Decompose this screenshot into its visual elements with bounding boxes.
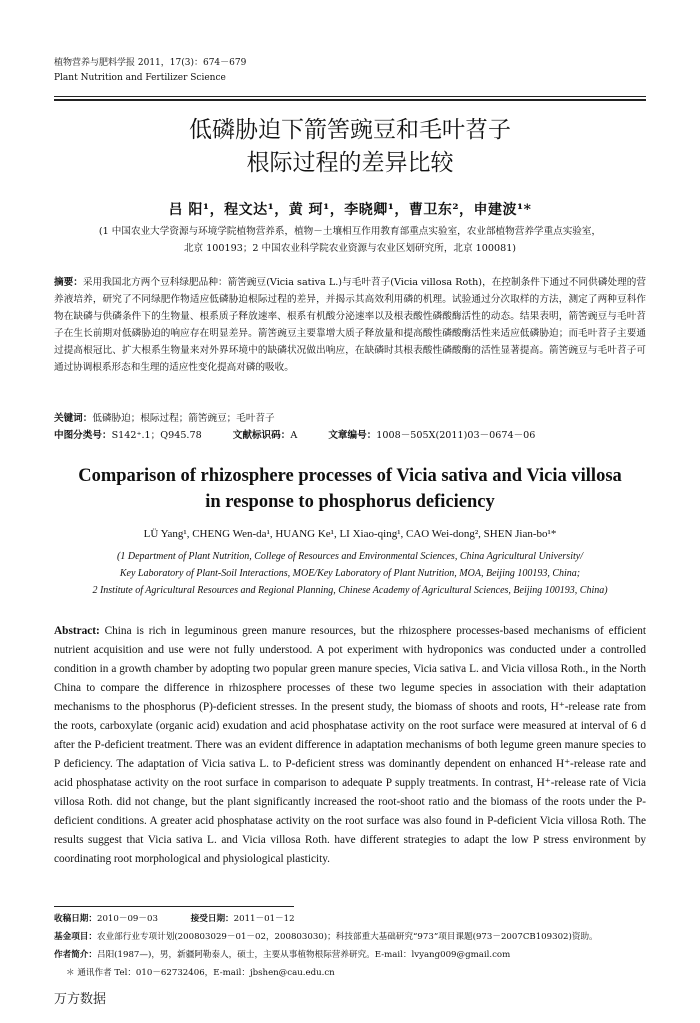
cn-abstract: [54, 274, 646, 376]
cn-keywords-label: 关键词：: [54, 413, 93, 424]
document-code: 文献标识码：A: [232, 430, 298, 441]
cn-authors: 吕 阳¹，程文达¹，黄 珂¹，李晓卿¹，曹卫东²，申建波¹*: [168, 202, 532, 218]
clc-number: 中图分类号：S142⁺.1；Q945.78: [54, 430, 202, 441]
footnote-author: 作者简介：吕阳(1987—)，男，新疆阿勒泰人，硕士，主要从事植物根际营养研究。E-mail：lvyang009@gmail.com: [54, 950, 511, 960]
cn-affiliation-line2: 北京 100193；2 中国农业科学院农业资源与农业区划研究所，北京 100081): [183, 243, 517, 254]
header-rule-thick: [54, 99, 646, 101]
cn-abstract-text: 采用我国北方两个豆科绿肥品种：箭筈豌豆(Vicia sativa L.)与毛叶苕子(Vicia villosa Roth)，在控制条件下通过不同供磷处理的营养液培养，研究了不同绿肥作物适应低磷胁迫根际过程的差异，并揭示其高效利用磷的机理。试验通过分次取样的方法，测定了两种豆科作物在缺磷与供磷条件下的生物量、根系质子释放速率、根系有机酸分泌速率以及根表酸性磷酸酶活性的动态。结果表明，箭筈豌豆与毛叶苕子在生长前期对低磷胁迫的响应存在明显差异。箭筈豌豆主要靠增大质子释放量和提高酸性磷酸酶活性来适应低磷胁迫；而毛叶苕子主要通过提高根冠比、扩大根系生物量来对外界环境中的缺磷状况做出响应，在缺磷时其根表酸性磷酸酶的活性显著提高。箭筈豌豆与毛叶苕子可通过协调根系形态和生理的适应性变化提高对磷的吸收。: [54, 277, 646, 373]
received-date: 收稿日期：2010－09－03: [54, 914, 158, 924]
footnote-fund: 基金项目：农业部行业专项计划(200803029－01－02，200803030)；科技部重大基础研究“973”项目课题(973－2007CB109302)资助。: [54, 932, 598, 942]
journal-name-en: Plant Nutrition and Fertilizer Science: [54, 73, 226, 83]
cn-abstract-label: 摘要：: [54, 277, 83, 288]
en-abstract: [54, 622, 646, 869]
en-title-line2: in response to phosphorus deficiency: [205, 492, 495, 512]
footnote-rule: [54, 906, 294, 907]
en-title-line1: Comparison of rhizosphere processes of Vicia sativa and Vicia villosa: [78, 466, 622, 486]
en-authors: LÜ Yang¹, CHENG Wen-da¹, HUANG Ke¹, LI Xiao-qing¹, CAO Wei-dong², SHEN Jian-bo¹*: [143, 528, 557, 540]
journal-citation-cn: 植物营养与肥料学报 2011，17(3)：674－679: [54, 58, 247, 68]
cn-title-line2: 根际过程的差异比较: [246, 150, 454, 176]
en-affiliation-line3: 2 Institute of Agricultural Resources and Regional Planning, Chinese Academy of Agricultural Sciences, Beijing 100193, China): [92, 585, 608, 596]
cn-keywords-text: 低磷胁迫；根际过程；箭筈豌豆；毛叶苕子: [92, 413, 275, 424]
footnote-dates: [54, 912, 654, 926]
cn-keywords: [54, 410, 646, 427]
header-rule-thin: [54, 96, 646, 97]
cn-affiliation-line1: (1 中国农业大学资源与环境学院植物营养系，植物－土壤相互作用教育部重点实验室，农业部植物营养学重点实验室，: [98, 226, 602, 237]
accepted-date: 接受日期：2011－01－12: [190, 914, 295, 924]
footnote-corresponding: ＊ 通讯作者 Tel：010－62732406，E-mail：jbshen@cau.edu.cn: [66, 968, 335, 978]
en-abstract-text: China is rich in leguminous green manure resources, but the rhizosphere processes-based mechanisms of efficient nutrient acquisition and use were not fully understood. A pot experiment with hydroponics was conducted under a controlled condition in a growth chamber by adopting two popular green manure species, Vicia sativa L. and Vicia villosa Roth., in the North China to compare the difference in rhizosphere processes of these two legume species in association with their adaptation mechanisms to the phosphorus (P)-deficient stresses. In the present study, the biomass of shoots and roots, H⁺-release rate from the roots, carboxylate (organic acid) exudation and acid phosphatase activity on the root surface were measured at interval of 6 d after the P-deficient treatment. There was an evident difference in adaptation mechanisms of both legume green manure species to P deficiency. The adaptation of Vicia sativa L. to P-deficient stress was dominantly dependent on enhanced H⁺-release rate and acid phosphatase activity on the root surface in comparison to adequate P supply treatments. In contrast, H⁺-release rate of Vicia villosa Roth. did not change, but the plant significantly increased the root-shoot ratio and the biomass of the roots under the P-deficient conditions. A greater acid phosphatase activity on the root surface was also found in P-deficient Vicia villosa Roth. The results suggest that Vicia sativa L. and Vicia villosa Roth. have different strategies to adapt the low P stress environment by coordinating root morphological and physiological plasticity.: [54, 625, 647, 865]
journal-header: [54, 56, 654, 86]
cn-title-line1: 低磷胁迫下箭筈豌豆和毛叶苕子: [189, 117, 511, 143]
en-abstract-label: Abstract:: [54, 625, 100, 637]
article-number: 文章编号：1008－505X(2011)03－0674－06: [328, 430, 536, 441]
cn-classification: [54, 427, 646, 444]
en-affiliation-line2: Key Laboratory of Plant-Soil Interactions, MOE/Key Laboratory of Plant Nutrition, MOA, Beijing 100193, China;: [119, 568, 581, 579]
en-affiliation-line1: (1 Department of Plant Nutrition, College of Resources and Environmental Sciences, China Agricultural University/: [117, 551, 583, 562]
watermark-text: 万方数据: [54, 992, 107, 1007]
